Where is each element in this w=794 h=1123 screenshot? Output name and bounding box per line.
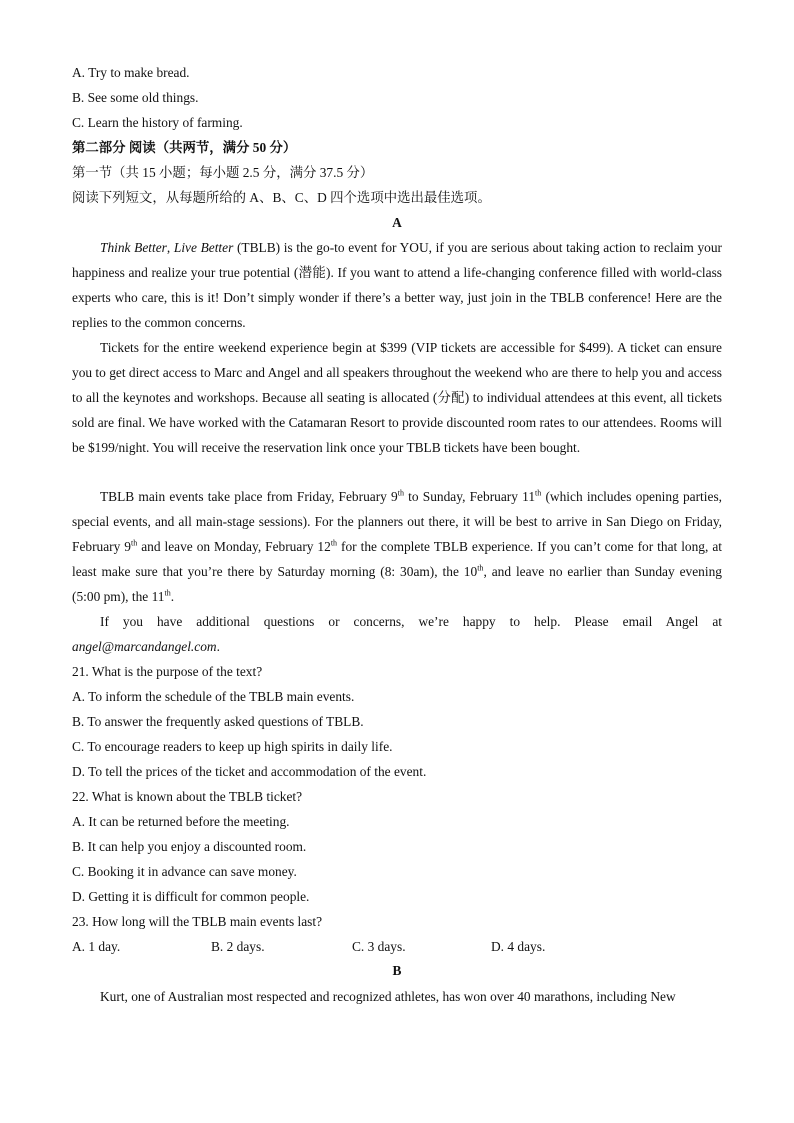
question-21-option-a: A. To inform the schedule of the TBLB main events. (72, 689, 355, 704)
question-22-option-c: C. Booking it in advance can save money. (72, 864, 297, 879)
passage-b-paragraph-1: Kurt, one of Australian most respected and recognized athletes, has won over 40 marathons, including New (100, 989, 676, 1004)
question-22-stem: 22. What is known about the TBLB ticket? (72, 789, 303, 804)
passage-a-paragraph-4: If you have additional questions or concerns, we’re happy to help. Please email Angel at angel@marcandangel.com. (72, 614, 722, 654)
passage-b-label: B (392, 963, 402, 978)
title-italic-1: Think Better (100, 240, 167, 255)
question-22-option-d: D. Getting it is difficult for common people. (72, 889, 310, 904)
section-part1: 第一节（共 15 小题；每小题 2.5 分，满分 37.5 分） (72, 165, 374, 180)
email-link: angel@marcandangel.com (72, 639, 217, 654)
question-21-option-c: C. To encourage readers to keep up high spirits in daily life. (72, 739, 393, 754)
question-23-options (72, 934, 722, 959)
option-c-prev: C. Learn the history of farming. (72, 115, 243, 130)
question-23-stem: 23. How long will the TBLB main events last? (72, 914, 323, 929)
option-a-prev: A. Try to make bread. (72, 65, 190, 80)
passage-a-paragraph-3: TBLB main events take place from Friday, February 9th to Sunday, February 11th (which includes opening parties, special events, and all main-stage sessions). For the planners out there, it will be best to arrive in San Diego on Friday, February 9th and leave on Monday, February 12th for the complete TBLB experience. If you can’t come for that long, at least make sure that you’re there by Saturday morning (8: 30am), the 10th, and leave no earlier than Sunday evening (5:00 pm), the 11th. (72, 488, 722, 604)
question-21-option-d: D. To tell the prices of the ticket and accommodation of the event. (72, 764, 427, 779)
title-italic-2: Live Better (173, 240, 234, 255)
question-21-option-b: B. To answer the frequently asked questions of TBLB. (72, 714, 364, 729)
option-b-prev: B. See some old things. (72, 90, 199, 105)
question-22-option-b: B. It can help you enjoy a discounted room. (72, 839, 307, 854)
question-23-option-d: D. 4 days. (491, 939, 546, 954)
question-22-option-a: A. It can be returned before the meeting. (72, 814, 290, 829)
passage-a-paragraph-1: Think Better, Live Better (TBLB) is the go-to event for YOU, if you are serious about taking action to reclaim your happiness and realize your true potential (潜能). If you want to attend a life-changing conference filled with world-class experts who care, this is it! Don’t simply wonder if there’s a better way, just join in the TBLB conference! Here are the replies to the common concerns. (72, 240, 723, 330)
question-21-stem: 21. What is the purpose of the text? (72, 664, 263, 679)
passage-a-label: A (392, 215, 402, 230)
passage-a-paragraph-2: Tickets for the entire weekend experience begin at $399 (VIP tickets are accessible for $499). A ticket can ensure you to get direct access to Marc and Angel and all speakers throughout the weekend who are there to help you and access to all the keynotes and workshops. Because all seating is allocated (分配) to individual attendees at this event, all tickets sold are final. We have worked with the Catamaran Resort to provide discounted room rates to our attendees. Rooms will be $199/night. You will receive the reservation link once your TBLB tickets have been bought. (72, 340, 722, 455)
question-23-option-b: B. 2 days. (211, 939, 265, 954)
question-23-option-c: C. 3 days. (352, 939, 406, 954)
section-title: 第二部分 阅读（共两节，满分 50 分） (72, 140, 297, 155)
section-instruction: 阅读下列短文，从每题所给的 A、B、C、D 四个选项中选出最佳选项。 (72, 190, 491, 205)
question-23-option-a: A. 1 day. (72, 939, 121, 954)
